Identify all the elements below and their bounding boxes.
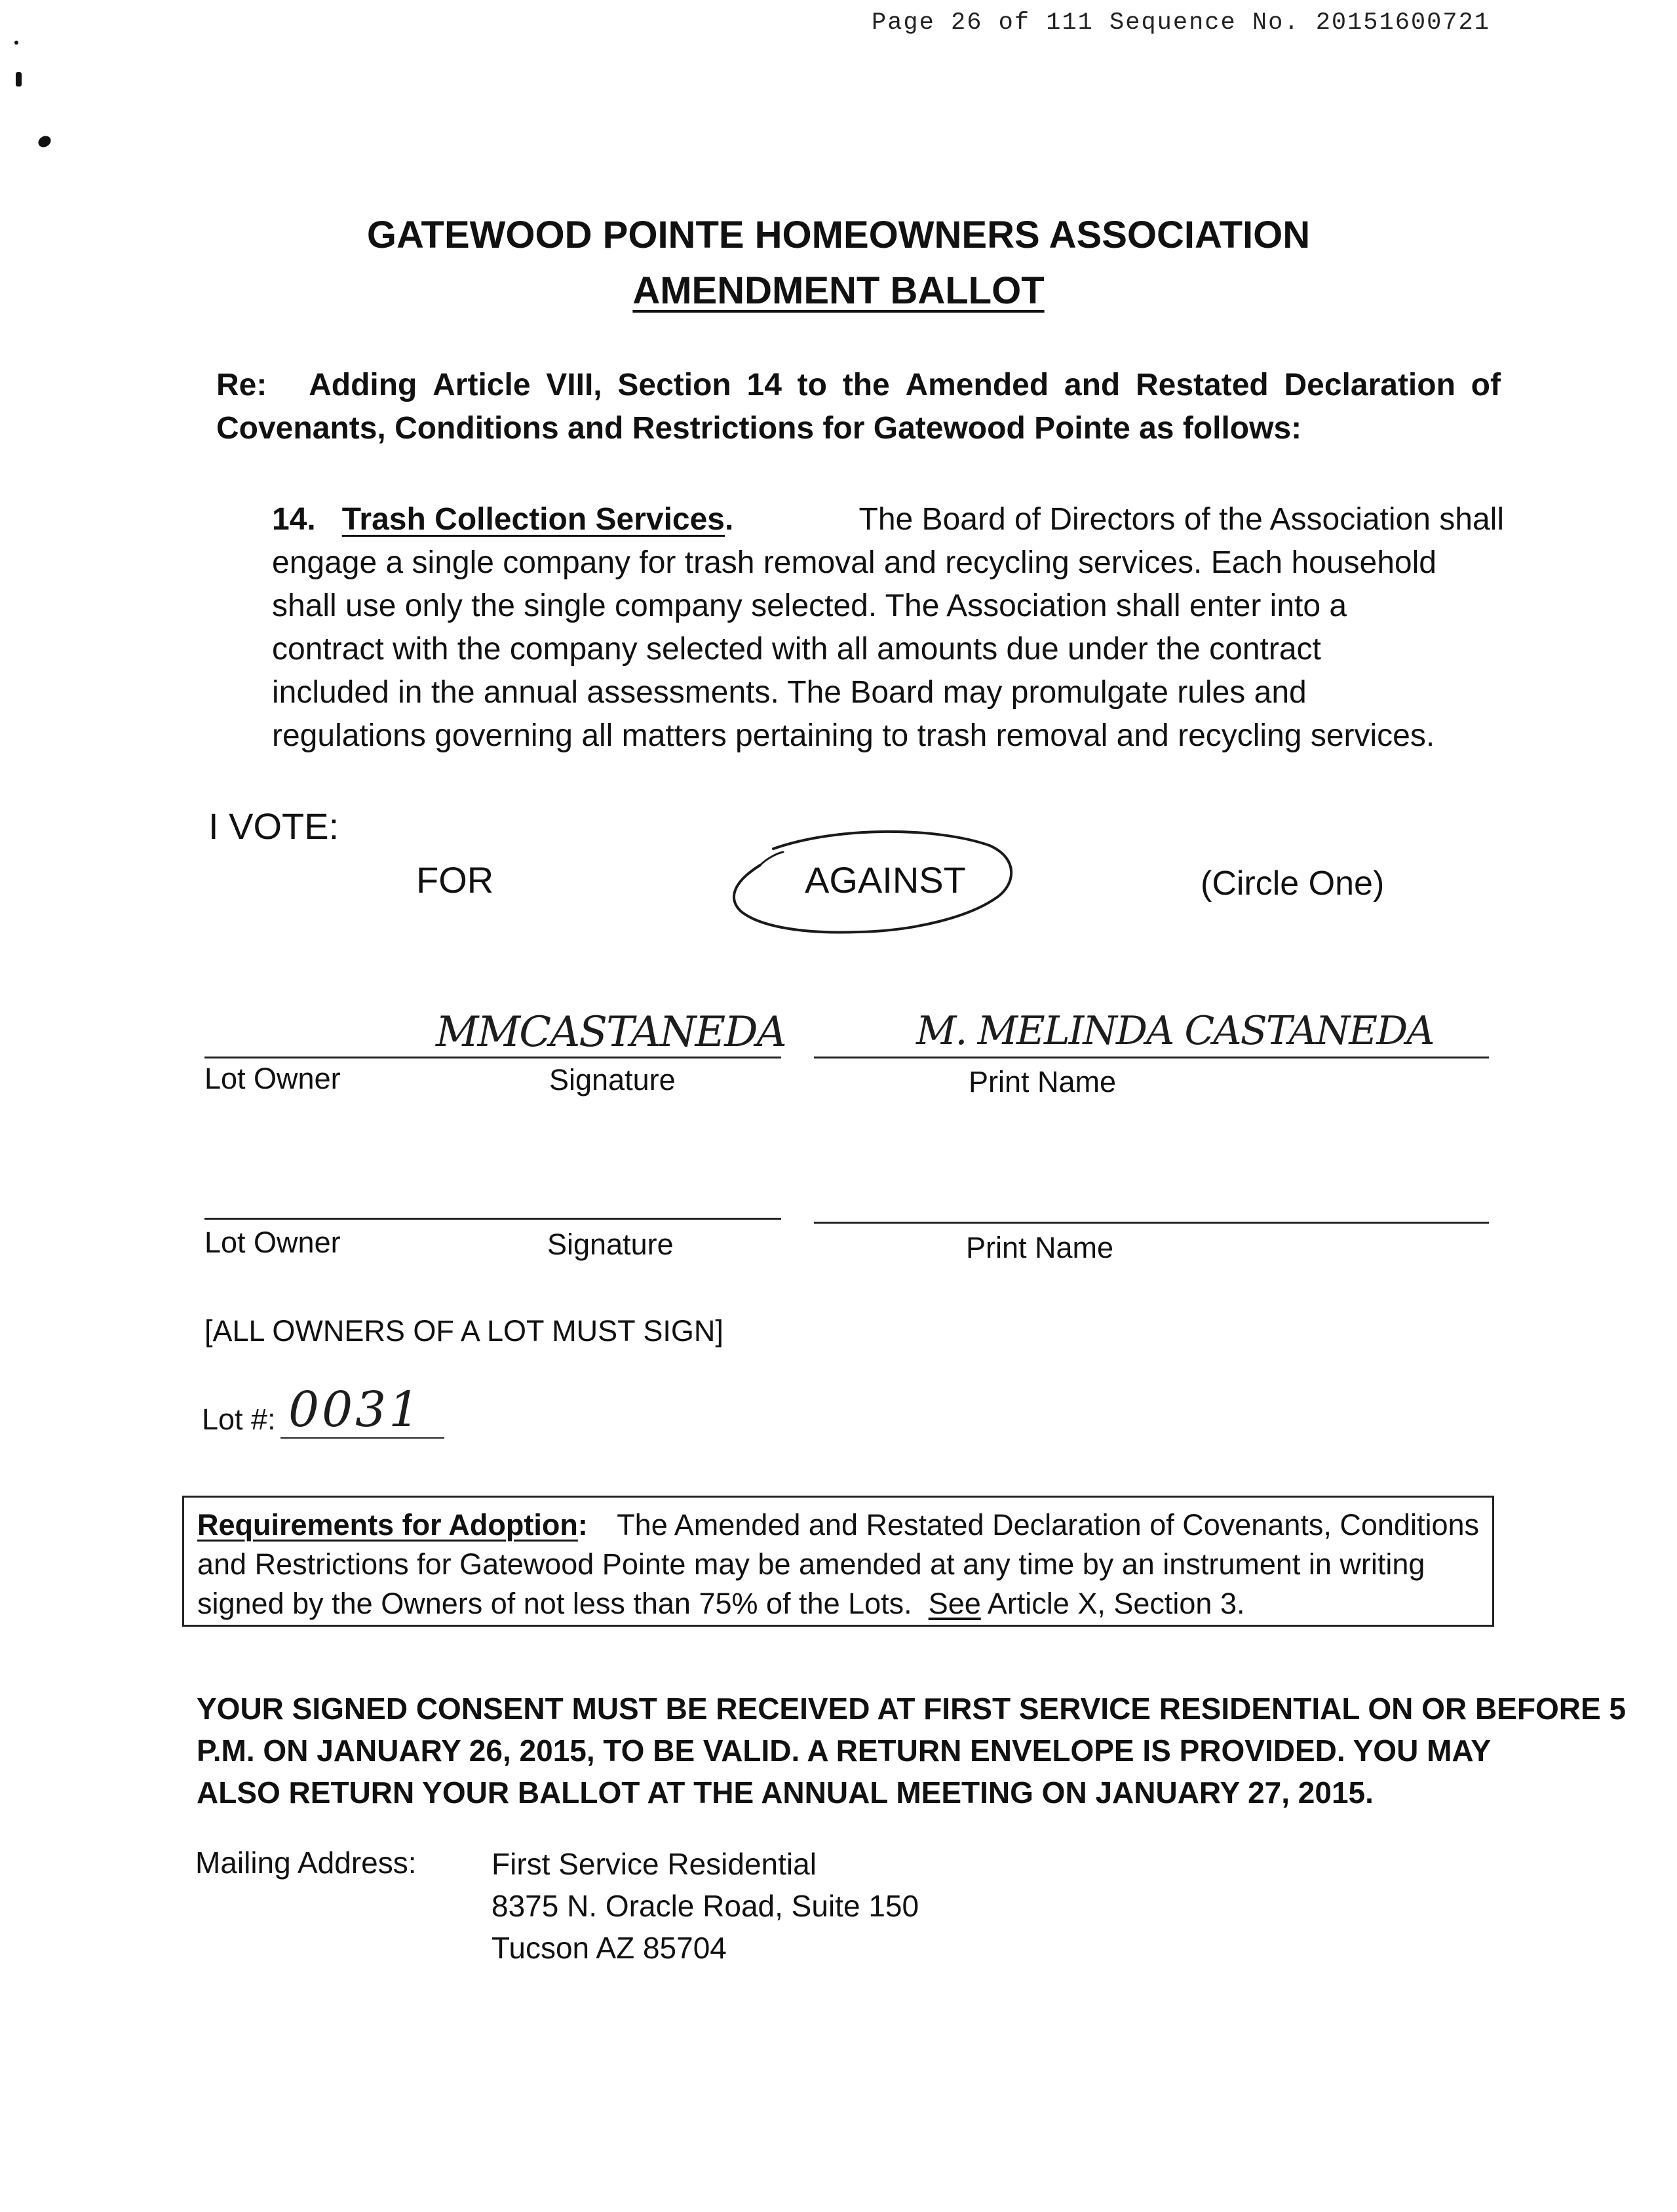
re-word: VIII, [546, 368, 602, 402]
requirements-heading: Requirements for Adoption [197, 1508, 578, 1542]
signature-line [204, 1218, 781, 1220]
requirements-text: Article X, Section 3. [987, 1587, 1245, 1620]
address-line: Tucson AZ 85704 [492, 1931, 727, 1965]
paragraph-line: shall use only the single company selected. The Association shall enter into a [272, 589, 1347, 623]
signature-label: Signature [547, 1228, 674, 1261]
section-heading-group [272, 498, 733, 541]
print-name-line [814, 1222, 1489, 1224]
handwritten-print-name[interactable]: M. MELINDA CASTANEDA [916, 1008, 1434, 1054]
requirements-heading-group [197, 1505, 588, 1545]
re-word: Declaration [1284, 368, 1455, 402]
section-heading: Trash Collection Services [341, 502, 725, 537]
re-word: Section [617, 368, 731, 402]
signature-line [204, 1057, 781, 1058]
re-word: Adding [309, 368, 417, 402]
requirements-see: See [928, 1587, 981, 1620]
re-line-2: Covenants, Conditions and Restrictions for Gatewood Pointe as follows: [216, 411, 1302, 446]
re-word: the [842, 368, 890, 402]
re-word: of [1471, 368, 1501, 402]
signature-label: Signature [549, 1063, 676, 1096]
lot-number-label: Lot #: [202, 1403, 276, 1436]
requirements-text: signed by the Owners of not less than 75% of the Lots. [197, 1587, 912, 1620]
re-word: Amended [905, 368, 1049, 402]
paragraph-line: included in the annual assessments. The Board may promulgate rules and [272, 675, 1307, 710]
re-word: and [1064, 368, 1121, 402]
lot-owner-label: Lot Owner [204, 1062, 341, 1095]
print-name-label: Print Name [969, 1065, 1117, 1098]
print-name-label: Print Name [966, 1231, 1114, 1264]
re-word: 14 [746, 368, 782, 402]
notice-line: YOUR SIGNED CONSENT MUST BE RECEIVED AT FIRST SERVICE RESIDENTIAL ON OR BEFORE 5 [197, 1692, 1627, 1726]
requirements-text: The Amended and Restated Declaration of Covenants, Conditions [617, 1508, 1479, 1542]
section-14-paragraph [272, 498, 1504, 758]
re-block [216, 364, 1501, 450]
paragraph-line: contract with the company selected with all amounts due under the contract [272, 632, 1321, 667]
paragraph-line-text: The Board of Directors of the Association shall [858, 502, 1504, 537]
requirements-colon: : [577, 1508, 588, 1542]
handwritten-signature[interactable]: MMCASTANEDA [436, 1008, 786, 1057]
lot-owner-label: Lot Owner [204, 1226, 341, 1259]
re-word: to [797, 368, 827, 402]
vote-option-for[interactable]: FOR [416, 859, 494, 901]
submission-notice [197, 1688, 1627, 1814]
section-heading-period: . [725, 502, 734, 537]
paragraph-line: regulations governing all matters pertaining to trash removal and recycling services. [272, 718, 1435, 753]
notice-line: ALSO RETURN YOUR BALLOT AT THE ANNUAL MEETING ON JANUARY 27, 2015. [197, 1775, 1374, 1810]
vote-label: I VOTE: [208, 805, 339, 847]
paragraph-line: engage a single company for trash removal and recycling services. Each household [272, 545, 1436, 580]
circle-one-instruction: (Circle One) [1201, 864, 1385, 902]
mailing-address-label: Mailing Address: [195, 1846, 417, 1880]
re-label: Re: [216, 368, 267, 402]
requirements-box [182, 1496, 1494, 1627]
vote-option-against[interactable]: AGAINST [805, 859, 966, 901]
re-word: Restated [1136, 368, 1269, 402]
requirements-line [197, 1505, 1479, 1545]
re-word: Article [433, 368, 531, 402]
address-line: 8375 N. Oracle Road, Suite 150 [492, 1889, 919, 1923]
lot-number-value[interactable]: 0031 [288, 1382, 423, 1438]
ballot-title [0, 269, 1677, 313]
scan-mark [14, 41, 18, 45]
section-number: 14. [272, 502, 316, 537]
paragraph-line [272, 498, 1504, 541]
scan-mark [36, 134, 52, 149]
re-line-1 [216, 364, 1501, 407]
hand-drawn-circle [721, 819, 1022, 950]
address-line: First Service Residential [492, 1847, 817, 1881]
ballot-title-text: AMENDMENT BALLOT [632, 269, 1045, 312]
requirements-line: and Restrictions for Gatewood Pointe may be amended at any time by an instrument in writing [197, 1547, 1425, 1581]
page-sequence-stamp: Page 26 of 111 Sequence No. 20151600721 [872, 9, 1490, 37]
mailing-address [492, 1843, 919, 1969]
notice-line: P.M. ON JANUARY 26, 2015, TO BE VALID. A RETURN ENVELOPE IS PROVIDED. YOU MAY [197, 1734, 1492, 1768]
all-owners-note: [ALL OWNERS OF A LOT MUST SIGN] [204, 1314, 723, 1348]
scan-mark [16, 72, 22, 87]
print-name-line [814, 1057, 1489, 1058]
requirements-line [197, 1584, 1479, 1623]
association-title: GATEWOOD POINTE HOMEOWNERS ASSOCIATION [366, 214, 1311, 256]
